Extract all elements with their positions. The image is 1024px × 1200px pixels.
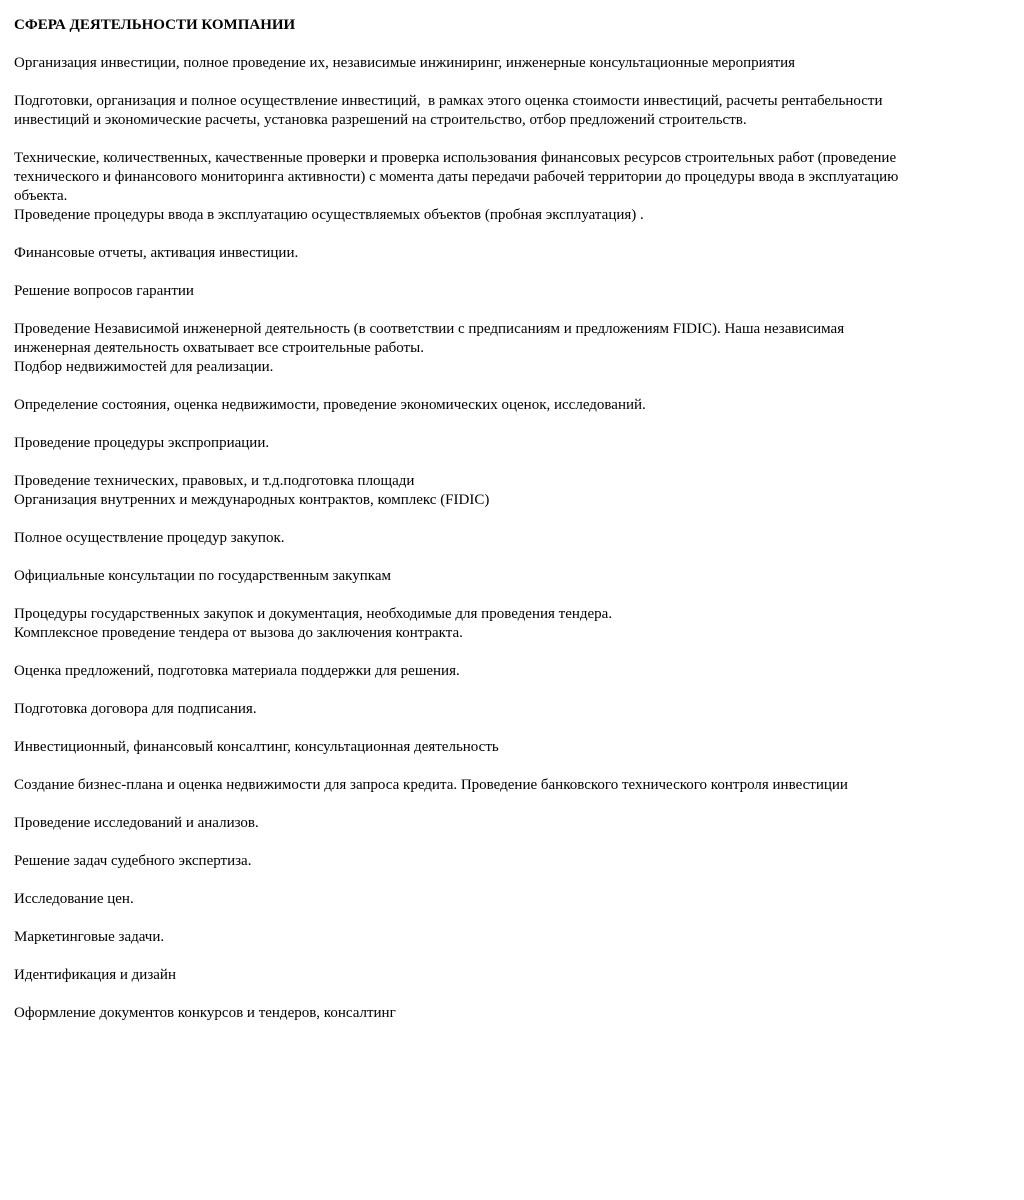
paragraph: [14, 529, 1004, 548]
paragraph: [14, 320, 1004, 377]
paragraph: [14, 928, 1004, 947]
paragraph-line: Проведение Независимой инженерной деятельность (в соответствии с предписаниям и предложениям FIDIC). Наша независимая: [14, 321, 845, 337]
paragraph-line: Определение состояния, оценка недвижимости, проведение экономических оценок, исследований.: [14, 397, 646, 413]
paragraph: [14, 814, 1004, 833]
paragraph-line: Маркетинговые задачи.: [14, 929, 165, 945]
paragraph-line: Подготовки, организация и полное осуществление инвестиций, в рамках этого оценка стоимости инвестиций, расчеты рентабельности: [14, 93, 883, 109]
paragraph: [14, 149, 1004, 225]
paragraph-line: Проведение технических, правовых, и т.д.подготовка площади: [14, 473, 415, 489]
paragraph: [14, 434, 1004, 453]
paragraph: [14, 605, 1004, 643]
paragraph-list: [14, 54, 1004, 1023]
paragraph-line: Процедуры государственных закупок и документация, необходимые для проведения тендера.: [14, 606, 613, 622]
paragraph: [14, 472, 1004, 510]
paragraph-line: Проведение процедуры экспроприации.: [14, 435, 270, 451]
paragraph: [14, 776, 1004, 795]
document-page: [14, 16, 1004, 1023]
paragraph-line: Исследование цен.: [14, 891, 134, 907]
paragraph: [14, 1004, 1004, 1023]
paragraph-line: Решение вопросов гарантии: [14, 283, 194, 299]
paragraph-line: Подготовка договора для подписания.: [14, 701, 257, 717]
paragraph: [14, 700, 1004, 719]
paragraph-line: Оценка предложений, подготовка материала поддержки для решения.: [14, 663, 460, 679]
paragraph: [14, 966, 1004, 985]
paragraph: [14, 244, 1004, 263]
paragraph: [14, 852, 1004, 871]
paragraph-line: Проведение исследований и анализов.: [14, 815, 259, 831]
paragraph-line: Комплексное проведение тендера от вызова до заключения контракта.: [14, 625, 463, 641]
paragraph: [14, 54, 1004, 73]
paragraph-line: Финансовые отчеты, активация инвестиции.: [14, 245, 299, 261]
paragraph: [14, 92, 1004, 130]
paragraph: [14, 282, 1004, 301]
paragraph: [14, 890, 1004, 909]
paragraph: [14, 567, 1004, 586]
paragraph-line: Инвестиционный, финансовый консалтинг, консультационная деятельность: [14, 739, 499, 755]
paragraph-line: Оформление документов конкурсов и тендеров, консалтинг: [14, 1005, 396, 1021]
paragraph-line: Официальные консультации по государственным закупкам: [14, 568, 391, 584]
paragraph-line: инженерная деятельность охватывает все строительные работы.: [14, 340, 424, 356]
paragraph-line: Организация инвестиции, полное проведение их, независимые инжиниринг, инженерные консультационные мероприятия: [14, 55, 796, 71]
paragraph: [14, 738, 1004, 757]
paragraph-line: Создание бизнес-плана и оценка недвижимости для запроса кредита. Проведение банковского технического контроля инвестиции: [14, 777, 848, 793]
paragraph-line: Проведение процедуры ввода в эксплуатацию осуществляемых объектов (пробная эксплуатация) .: [14, 207, 644, 223]
paragraph: [14, 662, 1004, 681]
paragraph-line: Подбор недвижимостей для реализации.: [14, 359, 274, 375]
paragraph-line: Полное осуществление процедур закупок.: [14, 530, 285, 546]
page-title: СФЕРА ДЕЯТЕЛЬНОСТИ КОМПАНИИ: [14, 17, 296, 33]
paragraph-line: объекта.: [14, 188, 68, 204]
paragraph-line: Технические, количественных, качественные проверки и проверка использования финансовых ресурсов строительных работ (проведение: [14, 150, 897, 166]
paragraph-line: Организация внутренних и международных контрактов, комплекс (FIDIC): [14, 492, 490, 508]
paragraph-line: Идентификация и дизайн: [14, 967, 176, 983]
paragraph-line: технического и финансового мониторинга активности) с момента даты передачи рабочей территории до процедуры ввода в эксплуатацию: [14, 169, 899, 185]
paragraph-line: Решение задач судебного экспертиза.: [14, 853, 252, 869]
paragraph-line: инвестиций и экономические расчеты, установка разрешений на строительство, отбор предложений строительств.: [14, 112, 747, 128]
paragraph: [14, 396, 1004, 415]
